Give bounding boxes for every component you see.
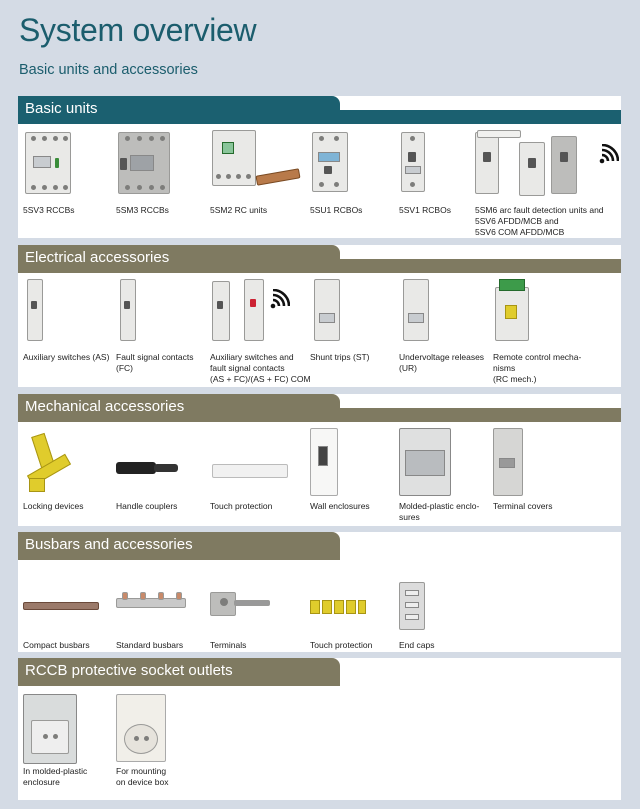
product-item[interactable] (399, 424, 495, 524)
section-electrical-accessories (18, 245, 621, 387)
product-label: Shunt trips (ST) (310, 352, 370, 362)
section-header (18, 658, 621, 686)
product-label: 5SV3 RCCBs (23, 205, 75, 215)
socket-outlet-device-box-image (116, 694, 172, 766)
auxiliary-switch-image (25, 279, 47, 343)
end-cap-image (399, 582, 429, 632)
rcbo-image (310, 130, 350, 196)
product-item[interactable] (399, 275, 495, 385)
product-item[interactable] (399, 124, 479, 234)
standard-busbar-image (116, 592, 188, 616)
product-item[interactable] (116, 124, 206, 234)
section-header (18, 394, 621, 422)
section-header (18, 96, 621, 124)
section-heading: Busbars and accessories (18, 532, 340, 560)
page-title: System overview (19, 12, 257, 48)
product-item[interactable] (116, 275, 208, 385)
product-label: Auxiliary switches and fault signal contacts (AS + FC)/(AS + FC) COM (210, 352, 311, 384)
product-item[interactable] (116, 562, 208, 652)
touch-protection-image (210, 460, 290, 484)
product-item[interactable] (310, 275, 400, 385)
product-label: 5SM2 RC units (210, 205, 268, 215)
section-header-bar (340, 110, 621, 124)
shunt-trip-image (310, 279, 346, 343)
terminal-image (210, 590, 272, 620)
section-heading: Mechanical accessories (18, 394, 340, 422)
product-item[interactable] (310, 124, 400, 234)
product-label: End caps (399, 640, 435, 650)
wireless-signal-icon (599, 144, 619, 164)
product-item[interactable] (116, 424, 208, 524)
page-subtitle: Basic units and accessories (19, 62, 198, 78)
section-rccb-socket-outlets (18, 658, 621, 800)
auxiliary-switch-fault-signal-image (210, 279, 270, 343)
product-item[interactable] (210, 562, 306, 652)
section-header-bar (340, 408, 621, 422)
product-label: Standard busbars (116, 640, 184, 650)
product-label: Handle couplers (116, 501, 178, 511)
compact-busbar-image (23, 598, 99, 614)
afdd-image (475, 130, 615, 198)
section-header-bar (340, 672, 621, 686)
section-header (18, 245, 621, 273)
section-header-bar (340, 259, 621, 273)
product-item[interactable] (310, 562, 400, 652)
product-label: 5SU1 RCBOs (310, 205, 363, 215)
socket-outlet-enclosure-image (23, 694, 79, 766)
product-label: Terminal covers (493, 501, 553, 511)
product-label: Fault signal contacts (FC) (116, 352, 194, 373)
terminal-cover-image (493, 428, 525, 498)
product-label: Wall enclosures (310, 501, 370, 511)
section-header (18, 532, 621, 560)
product-label: 5SV1 RCBOs (399, 205, 451, 215)
section-mechanical-accessories (18, 394, 621, 526)
remote-control-mechanism-image (493, 279, 533, 343)
product-label: 5SM3 RCCBs (116, 205, 169, 215)
rccb-4pole-image (116, 130, 172, 196)
section-heading: Electrical accessories (18, 245, 340, 273)
product-label: Compact busbars (23, 640, 90, 650)
locking-device-image (23, 430, 83, 494)
product-item[interactable] (493, 424, 603, 524)
section-busbars-accessories (18, 532, 621, 652)
handle-coupler-image (116, 460, 180, 480)
product-item[interactable] (399, 562, 495, 652)
rc-unit-image (210, 128, 306, 196)
product-item[interactable] (23, 275, 115, 385)
wall-enclosure-image (310, 428, 340, 498)
product-item[interactable] (23, 688, 115, 798)
molded-plastic-enclosure-image (399, 428, 453, 498)
product-label: For mounting on device box (116, 766, 169, 787)
product-item[interactable] (23, 124, 113, 234)
product-item[interactable] (310, 424, 400, 524)
section-heading: RCCB protective socket outlets (18, 658, 340, 686)
product-label: Terminals (210, 640, 247, 650)
undervoltage-release-image (399, 279, 435, 343)
product-label: Touch protection (310, 640, 373, 650)
product-label: Undervoltage releases (UR) (399, 352, 485, 373)
product-item[interactable] (493, 275, 603, 385)
rcbo-image (399, 130, 429, 196)
product-item[interactable] (210, 424, 306, 524)
product-label: Locking devices (23, 501, 84, 511)
product-item[interactable] (210, 124, 306, 234)
product-label: In molded-plastic enclosure (23, 766, 88, 787)
fault-signal-contact-image (118, 279, 140, 343)
section-header-bar (340, 546, 621, 560)
product-item[interactable] (116, 688, 208, 798)
product-label: Auxiliary switches (AS) (23, 352, 110, 362)
product-item[interactable] (475, 124, 621, 236)
product-label: Molded-plastic enclo- sures (399, 501, 480, 522)
product-item[interactable] (23, 562, 115, 652)
section-heading: Basic units (18, 96, 340, 124)
section-basic-units (18, 96, 621, 238)
busbar-touch-protection-image (310, 596, 366, 620)
wireless-signal-icon (270, 289, 290, 309)
product-label: 5SM6 arc fault detection units and 5SV6 AFDD/MCB and 5SV6 COM AFDD/MCB (475, 205, 604, 237)
product-item[interactable] (23, 424, 115, 524)
rccb-4pole-image (23, 130, 73, 196)
product-item[interactable] (210, 275, 312, 385)
product-label: Touch protection (210, 501, 273, 511)
product-label: Remote control mecha- nisms (RC mech.) (493, 352, 582, 384)
